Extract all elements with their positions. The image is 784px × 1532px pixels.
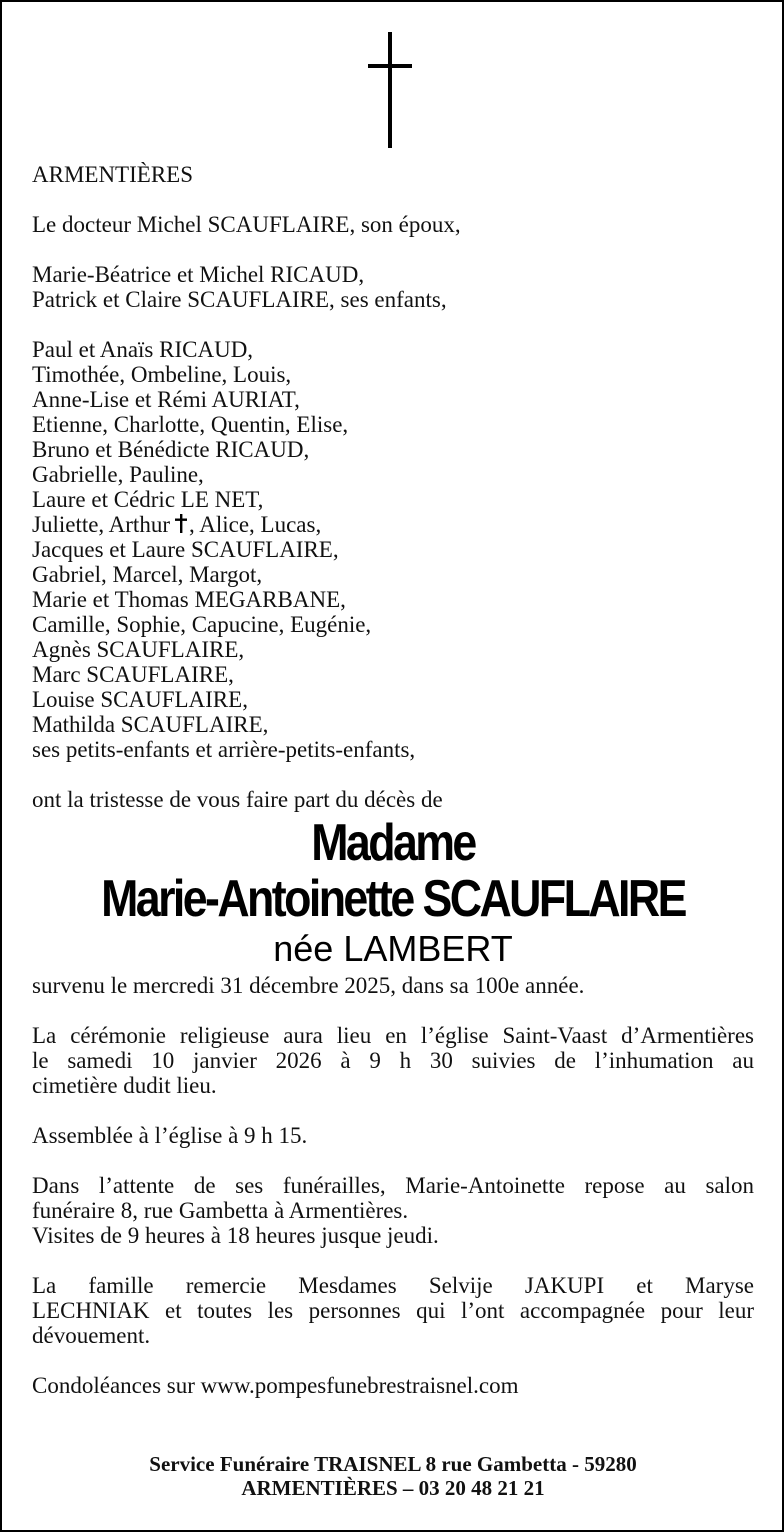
grandchildren-line: Agnès SCAUFLAIRE, (32, 637, 245, 662)
grandchildren-line: Bruno et Bénédicte RICAUD, (32, 437, 310, 462)
grandchildren-line: Marc SCAUFLAIRE, (32, 662, 234, 687)
grandchildren-line-with-cross (32, 512, 754, 537)
deceased-name: Marie-Antoinette SCAUFLAIRE (101, 870, 685, 928)
deceased-title: Madame (311, 814, 475, 872)
grandchildren-line: Mathilda SCAUFLAIRE, (32, 712, 269, 737)
ceremony-line: cimetière dudit lieu. (32, 1073, 217, 1098)
grandchildren-line: Timothée, Ombeline, Louis, (32, 362, 292, 387)
rest-line: Visites de 9 heures à 18 heures jusque jeudi. (32, 1223, 439, 1248)
thanks-line: LECHNIAK et toutes les personnes qui l’ont accompagnée pour leur (32, 1298, 754, 1323)
assembly-line: Assemblée à l’église à 9 h 15. (32, 1123, 308, 1148)
grandchildren-line: ses petits-enfants et arrière-petits-enfants, (32, 737, 416, 762)
ceremony-line: le samedi 10 janvier 2026 à 9 h 30 suivies de l’inhumation au (32, 1048, 754, 1073)
footer-line: Service Funéraire TRAISNEL 8 rue Gambetta - 59280 (149, 1452, 637, 1476)
cross-icon (360, 32, 420, 148)
rest-line: Dans l’attente de ses funérailles, Marie-Antoinette repose au salon (32, 1173, 754, 1198)
cross-line-start: Juliette, Arthur (32, 512, 170, 537)
deceased-name-block (32, 815, 754, 971)
children-line: Patrick et Claire SCAUFLAIRE, ses enfants, (32, 287, 447, 312)
deceased-maiden-name: née LAMBERT (273, 928, 513, 969)
grandchildren-line: Louise SCAUFLAIRE, (32, 687, 248, 712)
cross-line-end: , Alice, Lucas, (188, 512, 322, 537)
grandchildren-line: Camille, Sophie, Capucine, Eugénie, (32, 612, 372, 637)
spouse-line: Le docteur Michel SCAUFLAIRE, son époux, (32, 212, 461, 237)
thanks-line: dévouement. (32, 1323, 151, 1348)
condolences-line: Condoléances sur www.pompesfunebrestraisnel.com (32, 1373, 519, 1398)
ceremony-line: La cérémonie religieuse aura lieu en l’église Saint-Vaast d’Armentières (32, 1023, 754, 1048)
rest-line: funéraire 8, rue Gambetta à Armentières. (32, 1198, 409, 1223)
announcement-line: ont la tristesse de vous faire part du décès de (32, 787, 443, 812)
children-line: Marie-Béatrice et Michel RICAUD, (32, 262, 365, 287)
funeral-service-footer (32, 1452, 754, 1500)
grandchildren-line: Laure et Cédric LE NET, (32, 487, 264, 512)
location: ARMENTIÈRES (32, 162, 193, 187)
grandchildren-line: Marie et Thomas MEGARBANE, (32, 587, 346, 612)
grandchildren-line: Paul et Anaïs RICAUD, (32, 337, 254, 362)
grandchildren-line: Anne-Lise et Rémi AURIAT, (32, 387, 300, 412)
grandchildren-line: Gabriel, Marcel, Margot, (32, 562, 263, 587)
grandchildren-line: Jacques et Laure SCAUFLAIRE, (32, 537, 339, 562)
thanks-line: La famille remercie Mesdames Selvije JAKUPI et Maryse (32, 1273, 754, 1298)
grandchildren-line: Gabrielle, Pauline, (32, 462, 204, 487)
footer-line: ARMENTIÈRES – 03 20 48 21 21 (241, 1476, 545, 1500)
death-date-line: survenu le mercredi 31 décembre 2025, dans sa 100e année. (32, 973, 585, 998)
notice-body (32, 162, 754, 1398)
grandchildren-line: Etienne, Charlotte, Quentin, Elise, (32, 412, 349, 437)
small-cross-icon (175, 514, 187, 533)
